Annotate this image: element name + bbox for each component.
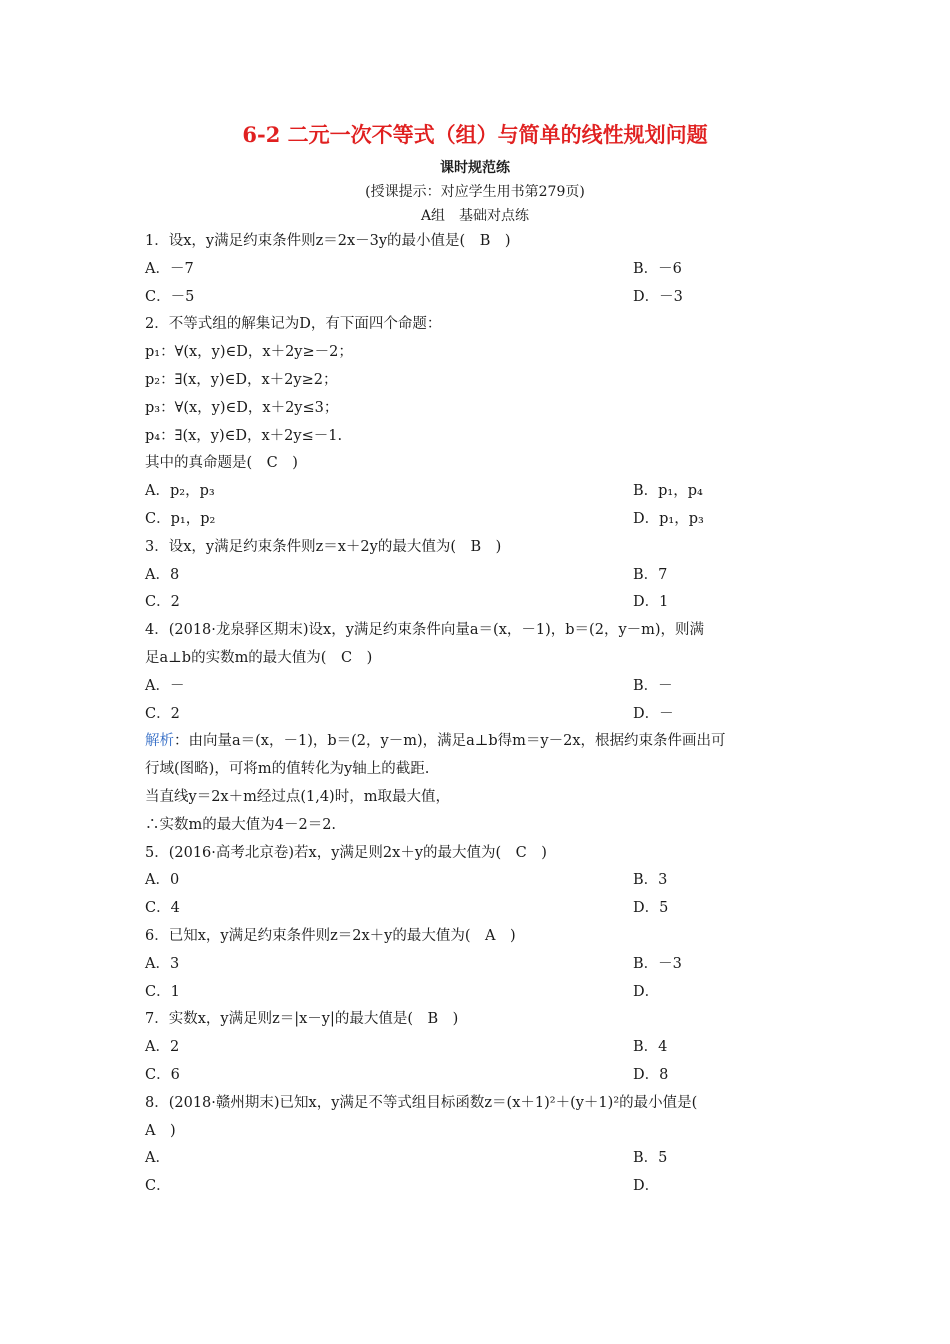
group-heading: A组 基础对点练: [420, 208, 530, 224]
option-right: B．p₁，p₄: [633, 483, 703, 500]
question-line: [145, 869, 825, 891]
question-line: [145, 536, 825, 558]
option-left: A．0: [145, 872, 180, 889]
option-left: A．8: [145, 566, 180, 583]
question-line: [145, 1120, 825, 1142]
question-line: [145, 1092, 825, 1114]
option-left: A．3: [145, 955, 180, 972]
line-text: p₁：∀(x，y)∈D，x＋2y≥－2；: [145, 344, 353, 361]
question-line: [145, 313, 825, 335]
line-text: 4．(2018·龙泉驿区期末)设x，y满足约束条件向量a＝(x，－1)，b＝(2，y－m)，则满: [145, 622, 705, 639]
question-line: [145, 230, 825, 252]
option-right: D．5: [633, 900, 669, 917]
question-line: [145, 508, 825, 530]
line-text: 其中的真命题是( C ): [145, 455, 298, 472]
question-line: [145, 619, 825, 641]
option-left: A．p₂，p₃: [145, 483, 215, 500]
option-right: B．4: [633, 1039, 668, 1056]
question-line: [145, 480, 825, 502]
line-text: 5．(2016·高考北京卷)若x，y满足则2x＋y的最大值为( C ): [145, 844, 547, 861]
line-text: p₄：∃(x，y)∈D，x＋2y≤－1.: [145, 427, 343, 444]
option-right: D．p₁，p₃: [633, 511, 704, 527]
line-text: 足a⊥b的实数m的最大值为( C ): [145, 650, 373, 666]
question-line: [145, 1147, 825, 1169]
line-text: 1．设x，y满足约束条件则z＝2x－3y的最小值是( B ): [145, 233, 511, 249]
question-line: [145, 1036, 825, 1058]
option-right: B．－3: [633, 955, 682, 972]
question-line: [145, 258, 825, 280]
option-left: C．: [145, 1178, 171, 1195]
option-left: C．－5: [145, 288, 195, 305]
line-text: ∴实数m的最大值为4－2＝2.: [145, 816, 337, 833]
line-text: p₂：∃(x，y)∈D，x＋2y≥2；: [145, 372, 338, 388]
question-line: [145, 675, 825, 697]
option-left: C．6: [145, 1067, 180, 1083]
solution-label: 解析: [145, 733, 174, 750]
option-left: A．2: [145, 1039, 180, 1056]
question-line: [145, 758, 825, 780]
question-line: [145, 341, 825, 363]
option-right: B．7: [633, 566, 668, 583]
question-line: [145, 397, 825, 419]
option-right: D．1: [633, 594, 669, 611]
question-line: [145, 730, 825, 752]
line-text: 6．已知x，y满足约束条件则z＝2x＋y的最大值为( A ): [145, 928, 516, 944]
option-left: A．－: [145, 677, 185, 694]
line-text: A ): [145, 1122, 176, 1139]
line-text: ：由向量a＝(x，－1)，b＝(2，y－m)，满足a⊥b得m＝y－2x，根据约束条件画出可: [174, 733, 726, 750]
question-line: [145, 1064, 825, 1086]
line-text: p₃：∀(x，y)∈D，x＋2y≤3；: [145, 399, 339, 416]
question-line: [145, 369, 825, 391]
question-line: [145, 814, 825, 836]
option-right: D．: [633, 983, 660, 1000]
line-text: 当直线y＝2x＋m经过点(1,4)时，m取最大值，: [145, 789, 450, 805]
option-left: C．4: [145, 900, 180, 917]
option-right: D．8: [633, 1067, 669, 1083]
question-line: [145, 647, 825, 669]
option-left: C．p₁，p₂: [145, 511, 216, 527]
option-right: D．: [633, 1178, 660, 1195]
question-line: [145, 842, 825, 864]
question-line: [145, 564, 825, 586]
option-left: A．－7: [145, 260, 194, 277]
option-right: D．－3: [633, 288, 683, 305]
option-right: B．3: [633, 872, 668, 889]
line-text: 2．不等式组的解集记为D，有下面四个命题：: [145, 316, 442, 333]
question-line: [145, 925, 825, 947]
option-right: D．－: [633, 705, 674, 722]
question-line: [145, 981, 825, 1003]
line-text: 3．设x，y满足约束条件则z＝x＋2y的最大值为( B ): [145, 538, 502, 555]
page-title: 6-2 二元一次不等式（组）与简单的线性规划问题: [242, 122, 708, 147]
option-right: B．－: [633, 677, 673, 694]
section-subtitle: 课时规范练: [440, 160, 510, 176]
question-line: [145, 897, 825, 919]
question-line: [145, 425, 825, 447]
question-line: [145, 1008, 825, 1030]
line-text: 行域(图略)，可将m的值转化为y轴上的截距.: [145, 761, 430, 778]
question-line: [145, 786, 825, 808]
line-text: 8．(2018·赣州期末)已知x，y满足不等式组目标函数z＝(x＋1)²＋(y＋1)²的最小值是(: [145, 1094, 698, 1111]
question-line: [145, 953, 825, 975]
option-left: C．2: [145, 705, 180, 722]
question-line: [145, 1175, 825, 1197]
option-right: B．5: [633, 1150, 668, 1167]
option-left: C．2: [145, 594, 180, 611]
textbook-hint: (授课提示：对应学生用书第279页): [365, 184, 585, 200]
option-right: B．－6: [633, 260, 682, 277]
option-left: C．1: [145, 983, 180, 1000]
question-line: [145, 591, 825, 613]
question-line: [145, 452, 825, 474]
option-left: A．: [145, 1150, 170, 1167]
question-line: [145, 703, 825, 725]
question-line: [145, 286, 825, 308]
line-text: 7．实数x，y满足则z＝|x－y|的最大值是( B ): [145, 1011, 459, 1028]
